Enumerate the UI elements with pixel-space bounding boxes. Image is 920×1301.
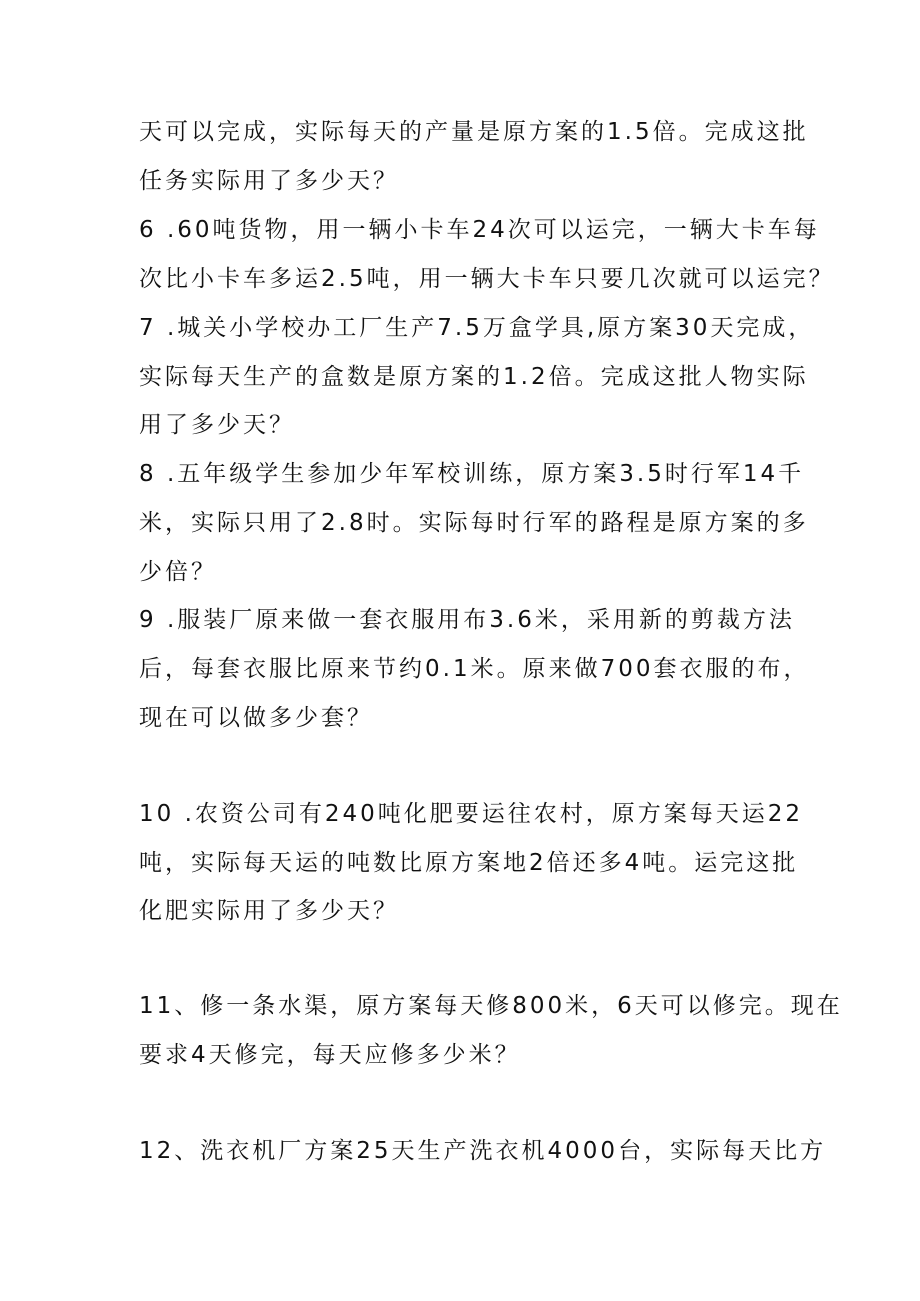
text-line: 12、洗衣机厂方案25天生产洗衣机4000台，实际每天比方 [139,1138,827,1164]
text-line: 要求4天修完，每天应修多少米？ [139,1042,521,1068]
text-line: 现在可以做多少套？ [139,705,373,731]
text-line: 用了多少天？ [139,412,295,438]
text-line: 任务实际用了多少天？ [139,168,399,194]
text-line: 9 .服装厂原来做一套衣服用布3.6米，采用新的剪裁方法 [139,607,795,633]
text-line: 后，每套衣服比原来节约0.1米。原来做700套衣服的布， [139,656,810,682]
text-line: 次比小卡车多运2.5吨，用一辆大卡车只要几次就可以运完？ [139,266,835,292]
text-line: 7 .城关小学校办工厂生产7.5万盒学具,原方案30天完成， [139,315,815,341]
text-line: 天可以完成，实际每天的产量是原方案的1.5倍。完成这批 [139,119,809,145]
text-line: 10 .农资公司有240吨化肥要运往农村，原方案每天运22 [139,801,804,827]
text-line: 6 .60吨货物，用一辆小卡车24次可以运完，一辆大卡车每 [139,217,820,243]
text-line: 少倍？ [139,559,217,585]
text-line: 化肥实际用了多少天？ [139,898,399,924]
text-line: 8 .五年级学生参加少年军校训练，原方案3.5时行军14千 [139,461,805,487]
text-line: 11、修一条水渠，原方案每天修800米，6天可以修完。现在 [139,993,843,1019]
text-line: 实际每天生产的盒数是原方案的1.2倍。完成这批人物实际 [139,364,809,390]
text-line: 米，实际只用了2.8时。实际每时行军的路程是原方案的多 [139,510,809,536]
text-line: 吨，实际每天运的吨数比原方案地2倍还多4吨。运完这批 [139,850,799,876]
